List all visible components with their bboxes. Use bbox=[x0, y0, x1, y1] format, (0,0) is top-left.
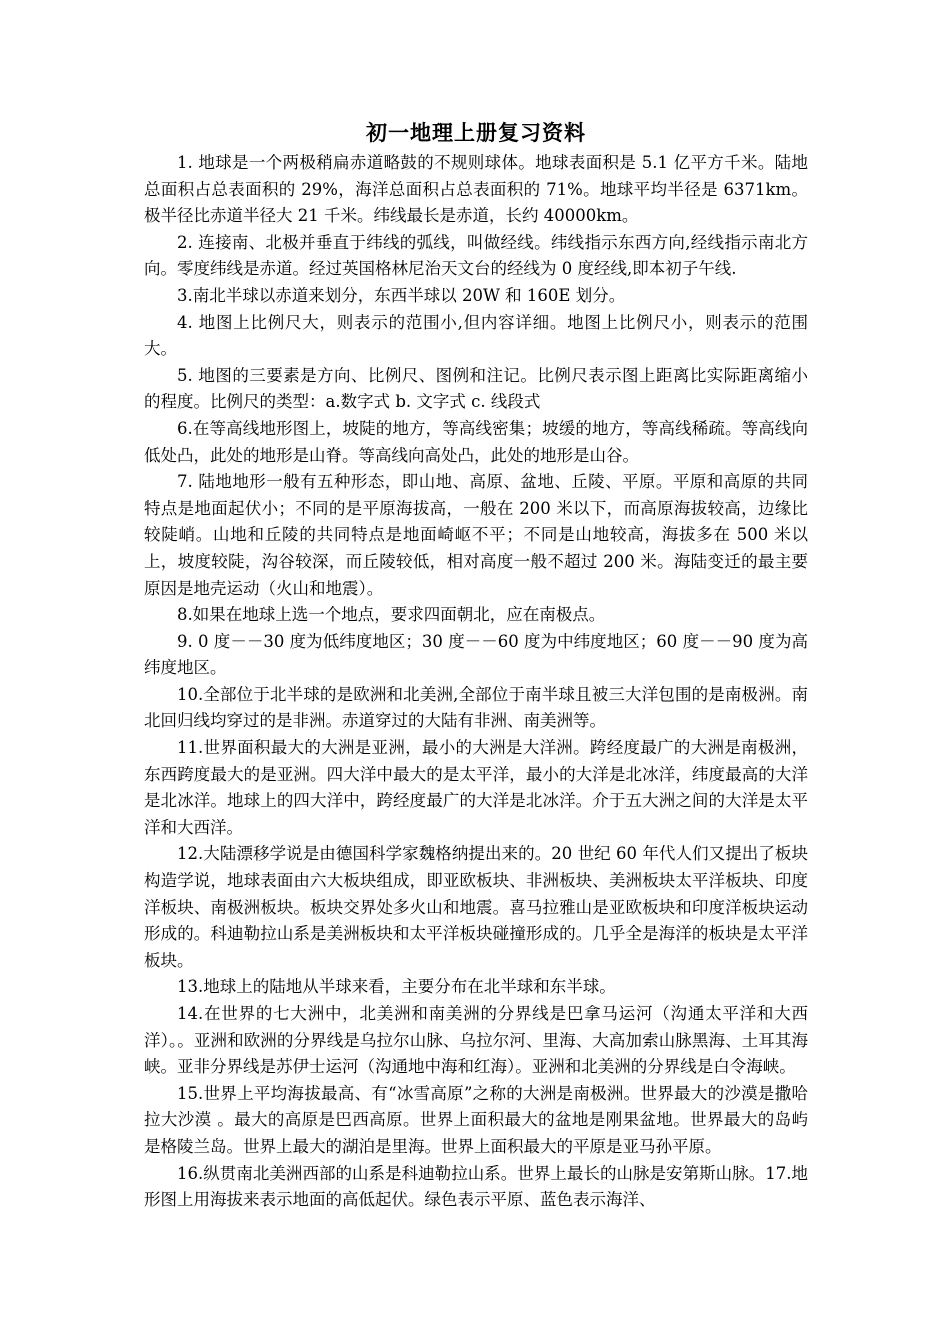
paragraph-14: 14.在世界的七大洲中，北美洲和南美洲的分界线是巴拿马运河（沟通太平洋和大西洋）。。亚洲和欧洲的分界线是乌拉尔山脉、乌拉尔河、里海、大高加索山脉黑海、土耳其海峡。亚非分界线是苏伊士运河（沟通地中海和红海）。亚洲和北美洲的分界线是白令海峡。 bbox=[144, 1004, 808, 1077]
document-page bbox=[144, 118, 808, 1214]
document-title: 初一地理上册复习资料 bbox=[366, 120, 586, 145]
paragraph-5: 5. 地图的三要素是方向、比例尺、图例和注记。比例尺表示图上距离比实际距离缩小的程度。比例尺的类型：a.数字式 b. 文字式 c. 线段式 bbox=[144, 365, 808, 412]
paragraph-8: 8.如果在地球上选一个地点，要求四面朝北，应在南极点。 bbox=[177, 605, 606, 625]
paragraph-6: 6.在等高线地形图上，坡陡的地方，等高线密集；坡缓的地方，等高线稀疏。等高线向低处凸，此处的地形是山脊。等高线向高处凸，此处的地形是山谷。 bbox=[144, 418, 808, 465]
paragraph-3: 3.南北半球以赤道来划分，东西半球以 20W 和 160E 划分。 bbox=[177, 285, 626, 305]
paragraph-10: 10.全部位于北半球的是欧洲和北美洲,全部位于南半球且被三大洋包围的是南极洲。南北回归线均穿过的是非洲。赤道穿过的大陆有非洲、南美洲等。 bbox=[144, 684, 808, 731]
paragraph-15: 15.世界上平均海拔最高、有“冰雪高原”之称的大洲是南极洲。世界最大的沙漠是撒哈拉大沙漠 。最大的高原是巴西高原。世界上面积最大的盆地是刚果盆地。世界最大的岛屿是格陵兰岛。世界上最大的湖泊是里海。世界上面积最大的平原是亚马孙平原。 bbox=[144, 1083, 808, 1156]
paragraph-7: 7. 陆地地形一般有五种形态，即山地、高原、盆地、丘陵、平原。平原和高原的共同特点是地面起伏小；不同的是平原海拔高，一般在 200 米以下，而高原海拔较高，边缘比较陡峭。山地和丘陵的共同特点是地面崎岖不平；不同是山地较高，海拔多在 500 米以上，坡度较陡，沟谷较深，而丘陵较低，相对高度一般不超过 200 米。海陆变迁的最主要原因是地壳运动（火山和地震）。 bbox=[144, 472, 808, 598]
paragraph-2: 2. 连接南、北极并垂直于纬线的弧线，叫做经线。纬线指示东西方向,经线指示南北方向。零度纬线是赤道。经过英国格林尼治天文台的经线为 0 度经线,即本初子午线. bbox=[144, 232, 808, 279]
paragraph-13: 13.地球上的陆地从半球来看，主要分布在北半球和东半球。 bbox=[177, 977, 616, 997]
paragraph-12: 12.大陆漂移学说是由德国科学家魏格纳提出来的。20 世纪 60 年代人们又提出了板块构造学说，地球表面由六大板块组成，即亚欧板块、非洲板块、美洲板块太平洋板块、印度洋板块、南极洲板块。板块交界处多火山和地震。喜马拉雅山是亚欧板块和印度洋板块运动形成的。科迪勒拉山系是美洲板块和太平洋板块碰撞形成的。几乎全是海洋的板块是太平洋板块。 bbox=[144, 844, 808, 970]
paragraph-16: 16.纵贯南北美洲西部的山系是科迪勒拉山系。世界上最长的山脉是安第斯山脉。17.地形图上用海拔来表示地面的高低起伏。绿色表示平原、蓝色表示海洋、 bbox=[144, 1163, 808, 1210]
paragraph-4: 4. 地图上比例尺大，则表示的范围小,但内容详细。地图上比例尺小，则表示的范围大。 bbox=[144, 312, 808, 359]
paragraph-1: 1. 地球是一个两极稍扁赤道略鼓的不规则球体。地球表面积是 5.1 亿平方千米。陆地总面积占总表面积的 29%，海洋总面积占总表面积的 71%。地球平均半径是 6371km。极半径比赤道半径大 21 千米。纬线最长是赤道，长约 40000km。 bbox=[144, 153, 808, 226]
paragraph-9: 9. 0 度－－30 度为低纬度地区；30 度－－60 度为中纬度地区；60 度－－90 度为高纬度地区。 bbox=[144, 631, 808, 678]
paragraph-11: 11.世界面积最大的大洲是亚洲，最小的大洲是大洋洲。跨经度最广的大洲是南极洲，东西跨度最大的是亚洲。四大洋中最大的是太平洋，最小的大洋是北冰洋，纬度最高的大洋是北冰洋。地球上的四大洋中，跨经度最广的大洋是北冰洋。介于五大洲之间的大洋是太平洋和大西洋。 bbox=[144, 738, 808, 837]
